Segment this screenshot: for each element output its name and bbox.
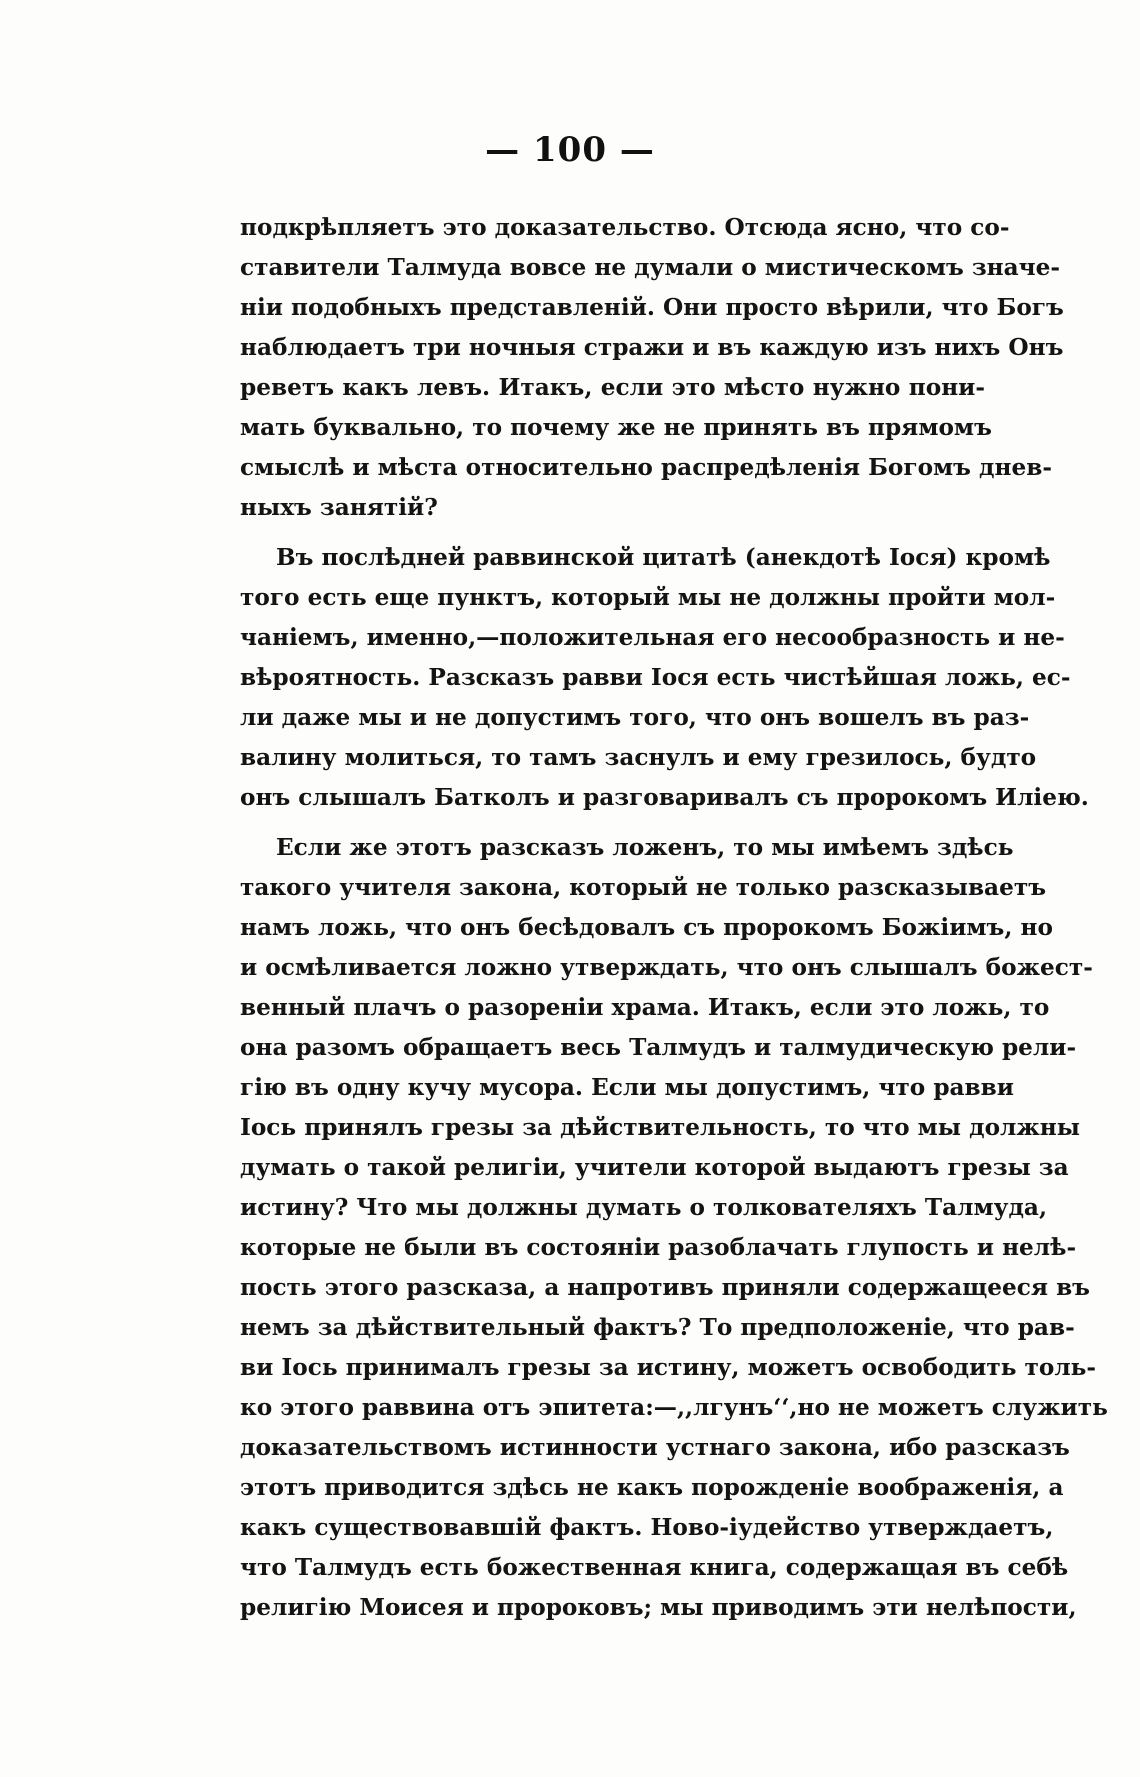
paragraph [240,538,1089,818]
text-line: вѣроятность. Разсказъ равви Іося есть чистѣйшая ложь, ес- [240,664,1071,691]
text-line: этотъ приводится здѣсь не какъ порожденіе воображенія, а [240,1474,1064,1501]
text-line: что Талмудъ есть божественная книга, содержащая въ себѣ [240,1554,1069,1581]
text-line: какъ существовавшій фактъ. Ново-іудейство утверждаетъ, [240,1514,1054,1541]
text-line: наблюдаетъ три ночныя стражи и въ каждую изъ нихъ Онъ [240,334,1064,361]
text-line: религію Моисея и пророковъ; мы приводимъ эти нелѣпости, [240,1594,1077,1621]
text-line: ніи подобныхъ представленій. Они просто вѣрили, что Богъ [240,294,1064,321]
text-line: онъ слышалъ Батколъ и разговаривалъ съ пророкомъ Иліею. [240,784,1089,811]
text-line: венный плачъ о разореніи храма. Итакъ, если это ложь, то [240,994,1050,1021]
text-line: доказательствомъ истинности устнаго закона, ибо разсказъ [240,1434,1070,1461]
text-line: истину? Что мы должны думать о толкователяхъ Талмуда, [240,1194,1048,1221]
text-line: смыслѣ и мѣста относительно распредѣленія Богомъ днев- [240,454,1052,481]
text-line: мать буквально, то почему же не принять въ прямомъ [240,414,992,441]
text-line: подкрѣпляетъ это доказательство. Отсюда ясно, что со- [240,214,1010,241]
text-line: немъ за дѣйствительный фактъ? То предположеніе, что рав- [240,1314,1075,1341]
text-line: Въ послѣдней раввинской цитатѣ (анекдотѣ Іося) кромѣ [276,544,1051,571]
text-line: того есть еще пунктъ, который мы не должны пройти мол- [240,584,1056,611]
paragraph [240,208,1064,528]
text-line: ви Іось принималъ грезы за истину, можетъ освободить толь- [240,1354,1097,1381]
body-text [240,208,1108,1628]
text-line: она разомъ обращаетъ весь Талмудъ и талмудическую рели- [240,1034,1077,1061]
text-line: ныхъ занятій? [240,494,438,521]
text-line: ли даже мы и не допустимъ того, что онъ вошелъ въ раз- [240,704,1030,731]
text-line: которые не были въ состояніи разоблачать глупость и нелѣ- [240,1234,1077,1261]
text-line: пость этого разсказа, а напротивъ приняли содержащееся въ [240,1274,1090,1301]
text-line: чаніемъ, именно,—положительная его несообразность и не- [240,624,1065,651]
text-line: реветъ какъ левъ. Итакъ, если это мѣсто нужно пони- [240,374,985,401]
text-line: думать о такой религіи, учители которой выдаютъ грезы за [240,1154,1069,1181]
text-line: такого учителя закона, который не только разсказываетъ [240,874,1046,901]
text-line: намъ ложь, что онъ бесѣдовалъ съ пророкомъ Божіимъ, но [240,914,1053,941]
text-line: Іось принялъ грезы за дѣйствительность, то что мы должны [240,1114,1081,1141]
text-line: гію въ одну кучу мусора. Если мы допустимъ, что равви [240,1074,1014,1101]
text-line: Если же этотъ разсказъ ложенъ, то мы имѣемъ здѣсь [276,834,1014,861]
text-line: ставители Талмуда вовсе не думали о мистическомъ значе- [240,254,1060,281]
text-line: валину молиться, то тамъ заснулъ и ему грезилось, будто [240,744,1037,771]
page-number: — 100 — [485,130,655,170]
paragraph [240,828,1108,1628]
text-line: и осмѣливается ложно утверждать, что онъ слышалъ божест- [240,954,1093,981]
text-line: ко этого раввина отъ эпитета:—,,лгунъ‘‘,но не можетъ служить [240,1394,1108,1421]
